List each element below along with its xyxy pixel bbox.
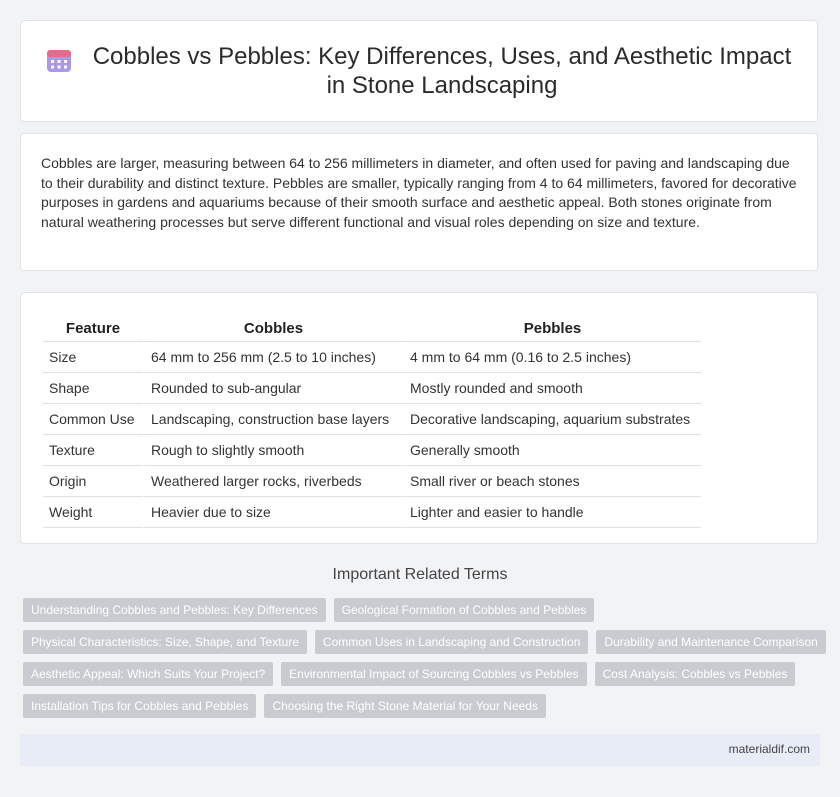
feature-cell: Texture [43, 435, 143, 466]
related-term-link[interactable]: Durability and Maintenance Comparison [596, 630, 825, 654]
pebbles-cell: Generally smooth [402, 435, 701, 466]
comparison-table [43, 315, 701, 528]
feature-cell: Shape [43, 373, 143, 404]
title-wrap [39, 42, 799, 100]
feature-cell: Origin [43, 466, 143, 497]
site-link[interactable]: materialdif.com [728, 742, 810, 756]
cobbles-cell: Rounded to sub-angular [143, 373, 402, 404]
cobbles-cell: 64 mm to 256 mm (2.5 to 10 inches) [143, 342, 402, 373]
pebbles-cell: Small river or beach stones [402, 466, 701, 497]
related-term-link[interactable]: Common Uses in Landscaping and Construction [315, 630, 588, 654]
calendar-icon [46, 48, 72, 74]
intro-card [20, 133, 818, 271]
header-cobbles: Cobbles [143, 315, 402, 342]
tag-row [23, 694, 823, 718]
related-term-link[interactable]: Choosing the Right Stone Material for Your Needs [264, 694, 546, 718]
related-term-link[interactable]: Installation Tips for Cobbles and Pebbles [23, 694, 256, 718]
feature-cell: Size [43, 342, 143, 373]
page-title: Cobbles vs Pebbles: Key Differences, Uses, and Aesthetic Impact in Stone Landscaping [92, 43, 792, 99]
pebbles-cell: 4 mm to 64 mm (0.16 to 2.5 inches) [402, 342, 701, 373]
related-terms-list [23, 598, 823, 726]
header-card [20, 20, 818, 122]
related-term-link[interactable]: Cost Analysis: Cobbles vs Pebbles [595, 662, 796, 686]
feature-cell: Weight [43, 497, 143, 528]
related-terms-heading: Important Related Terms [332, 566, 508, 583]
comparison-table-card [20, 292, 818, 544]
table-row [43, 404, 701, 435]
related-term-link[interactable]: Geological Formation of Cobbles and Pebbles [334, 598, 595, 622]
tag-row [23, 662, 823, 686]
related-term-link[interactable]: Environmental Impact of Sourcing Cobbles vs Pebbles [281, 662, 586, 686]
pebbles-cell: Mostly rounded and smooth [402, 373, 701, 404]
related-term-link[interactable]: Aesthetic Appeal: Which Suits Your Project? [23, 662, 273, 686]
cobbles-cell: Landscaping, construction base layers [143, 404, 402, 435]
related-term-link[interactable]: Understanding Cobbles and Pebbles: Key Differences [23, 598, 326, 622]
intro-paragraph: Cobbles are larger, measuring between 64 to 256 millimeters in diameter, and often used for paving and landscaping due to their durability and distinct texture. Pebbles are smaller, typically ranging from 4 to 64 millimeters, favored for decorative purposes in gardens and aquariums because of their smooth surface and aesthetic appeal. Both stones originate from natural weathering processes but serve different functional and visual roles depending on size and texture. [41, 155, 797, 230]
table-row [43, 466, 701, 497]
tag-row [23, 598, 823, 622]
cobbles-cell: Weathered larger rocks, riverbeds [143, 466, 402, 497]
table-row [43, 435, 701, 466]
related-term-link[interactable]: Physical Characteristics: Size, Shape, and Texture [23, 630, 307, 654]
feature-cell: Common Use [43, 404, 143, 435]
header-pebbles: Pebbles [402, 315, 701, 342]
cobbles-cell: Heavier due to size [143, 497, 402, 528]
tag-row [23, 630, 823, 654]
table-row [43, 342, 701, 373]
table-row [43, 497, 701, 528]
header-feature: Feature [43, 315, 143, 342]
pebbles-cell: Lighter and easier to handle [402, 497, 701, 528]
footer-bar [20, 734, 820, 766]
table-header-row [43, 315, 701, 342]
table-row [43, 373, 701, 404]
pebbles-cell: Decorative landscaping, aquarium substrates [402, 404, 701, 435]
cobbles-cell: Rough to slightly smooth [143, 435, 402, 466]
